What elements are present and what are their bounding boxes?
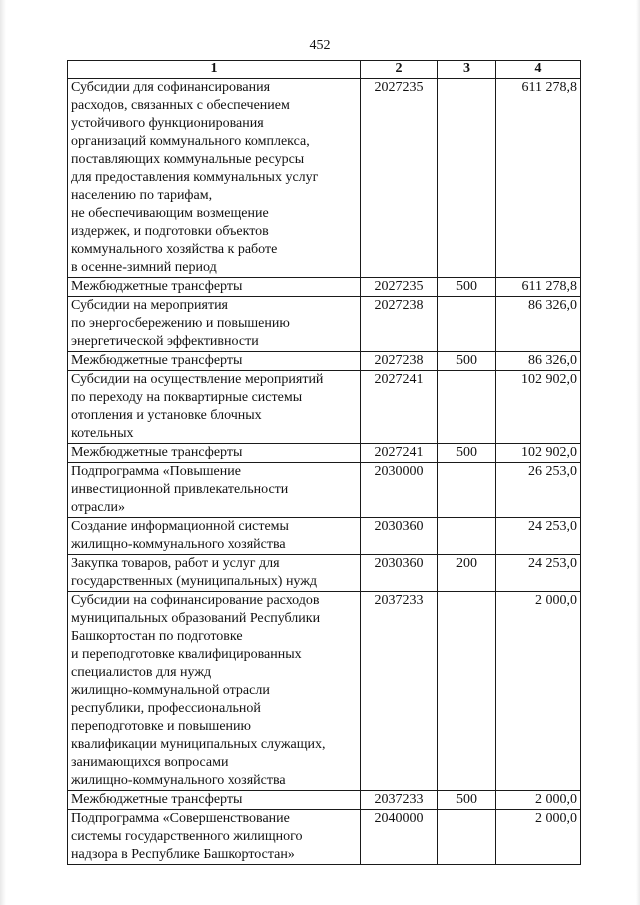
row-expense-type: 500	[438, 791, 496, 810]
row-code: 2040000	[361, 810, 438, 865]
row-name: Субсидии на мероприятия по энергосбережению и повышению энергетической эффективности	[68, 297, 361, 352]
table-row	[68, 297, 581, 352]
scan-edge-right	[636, 0, 640, 905]
table-row	[68, 555, 581, 592]
page-number: 452	[309, 38, 331, 53]
budget-table	[67, 60, 581, 865]
table-row	[68, 791, 581, 810]
header-col-3: 3	[438, 61, 496, 79]
table-row	[68, 79, 581, 278]
row-amount: 26 253,0	[496, 463, 581, 518]
row-expense-type	[438, 79, 496, 278]
row-name: Межбюджетные трансферты	[68, 444, 361, 463]
row-name: Межбюджетные трансферты	[68, 278, 361, 297]
row-expense-type	[438, 463, 496, 518]
row-amount: 24 253,0	[496, 555, 581, 592]
row-amount: 2 000,0	[496, 791, 581, 810]
header-row	[68, 61, 581, 79]
row-expense-type: 500	[438, 444, 496, 463]
header-col-4: 4	[496, 61, 581, 79]
row-amount: 2 000,0	[496, 592, 581, 791]
row-amount: 102 902,0	[496, 371, 581, 444]
row-amount: 611 278,8	[496, 278, 581, 297]
row-expense-type	[438, 297, 496, 352]
row-amount: 611 278,8	[496, 79, 581, 278]
row-amount: 102 902,0	[496, 444, 581, 463]
row-expense-type	[438, 592, 496, 791]
table-row	[68, 352, 581, 371]
header-col-2: 2	[361, 61, 438, 79]
table-row	[68, 810, 581, 865]
row-amount: 24 253,0	[496, 518, 581, 555]
row-code: 2030360	[361, 518, 438, 555]
row-name: Субсидии на софинансирование расходов муниципальных образований Республики Башкортостан по подготовке и переподготовке квалифицированных специалистов для нужд жилищно-коммунальной отрасли республики, профессиональной переподготовке и повышению квалификации муниципальных служащих, занимающихся вопросами жилищно-коммунального хозяйства	[68, 592, 361, 791]
row-code: 2027241	[361, 371, 438, 444]
row-name: Создание информационной системы жилищно-коммунального хозяйства	[68, 518, 361, 555]
row-name: Субсидии на осуществление мероприятий по переходу на поквартирные системы отопления и установке блочных котельных	[68, 371, 361, 444]
table-row	[68, 371, 581, 444]
scan-edge-left	[0, 0, 6, 905]
row-code: 2030360	[361, 555, 438, 592]
row-expense-type: 500	[438, 352, 496, 371]
row-expense-type: 500	[438, 278, 496, 297]
row-code: 2030000	[361, 463, 438, 518]
row-expense-type	[438, 810, 496, 865]
header-col-1: 1	[68, 61, 361, 79]
row-code: 2027235	[361, 278, 438, 297]
row-code: 2037233	[361, 791, 438, 810]
row-expense-type	[438, 518, 496, 555]
row-name: Субсидии для софинансирования расходов, связанных с обеспечением устойчивого функционирования организаций коммунального комплекса, поставляющих коммунальные ресурсы для предоставления коммунальных услуг населению по тарифам, не обеспечивающим возмещение издержек, и подготовки объектов коммунального хозяйства к работе в осенне-зимний период	[68, 79, 361, 278]
row-code: 2027241	[361, 444, 438, 463]
row-amount: 2 000,0	[496, 810, 581, 865]
table-body	[68, 79, 581, 865]
row-expense-type: 200	[438, 555, 496, 592]
row-name: Межбюджетные трансферты	[68, 791, 361, 810]
row-name: Подпрограмма «Повышение инвестиционной привлекательности отрасли»	[68, 463, 361, 518]
row-code: 2027235	[361, 79, 438, 278]
table-row	[68, 278, 581, 297]
row-amount: 86 326,0	[496, 297, 581, 352]
row-code: 2037233	[361, 592, 438, 791]
row-amount: 86 326,0	[496, 352, 581, 371]
row-name: Подпрограмма «Совершенствование системы государственного жилищного надзора в Республике Башкортостан»	[68, 810, 361, 865]
row-expense-type	[438, 371, 496, 444]
table-header	[68, 61, 581, 79]
table-row	[68, 463, 581, 518]
row-code: 2027238	[361, 352, 438, 371]
table-row	[68, 518, 581, 555]
table-row	[68, 592, 581, 791]
row-code: 2027238	[361, 297, 438, 352]
row-name: Закупка товаров, работ и услуг для государственных (муниципальных) нужд	[68, 555, 361, 592]
row-name: Межбюджетные трансферты	[68, 352, 361, 371]
table-row	[68, 444, 581, 463]
